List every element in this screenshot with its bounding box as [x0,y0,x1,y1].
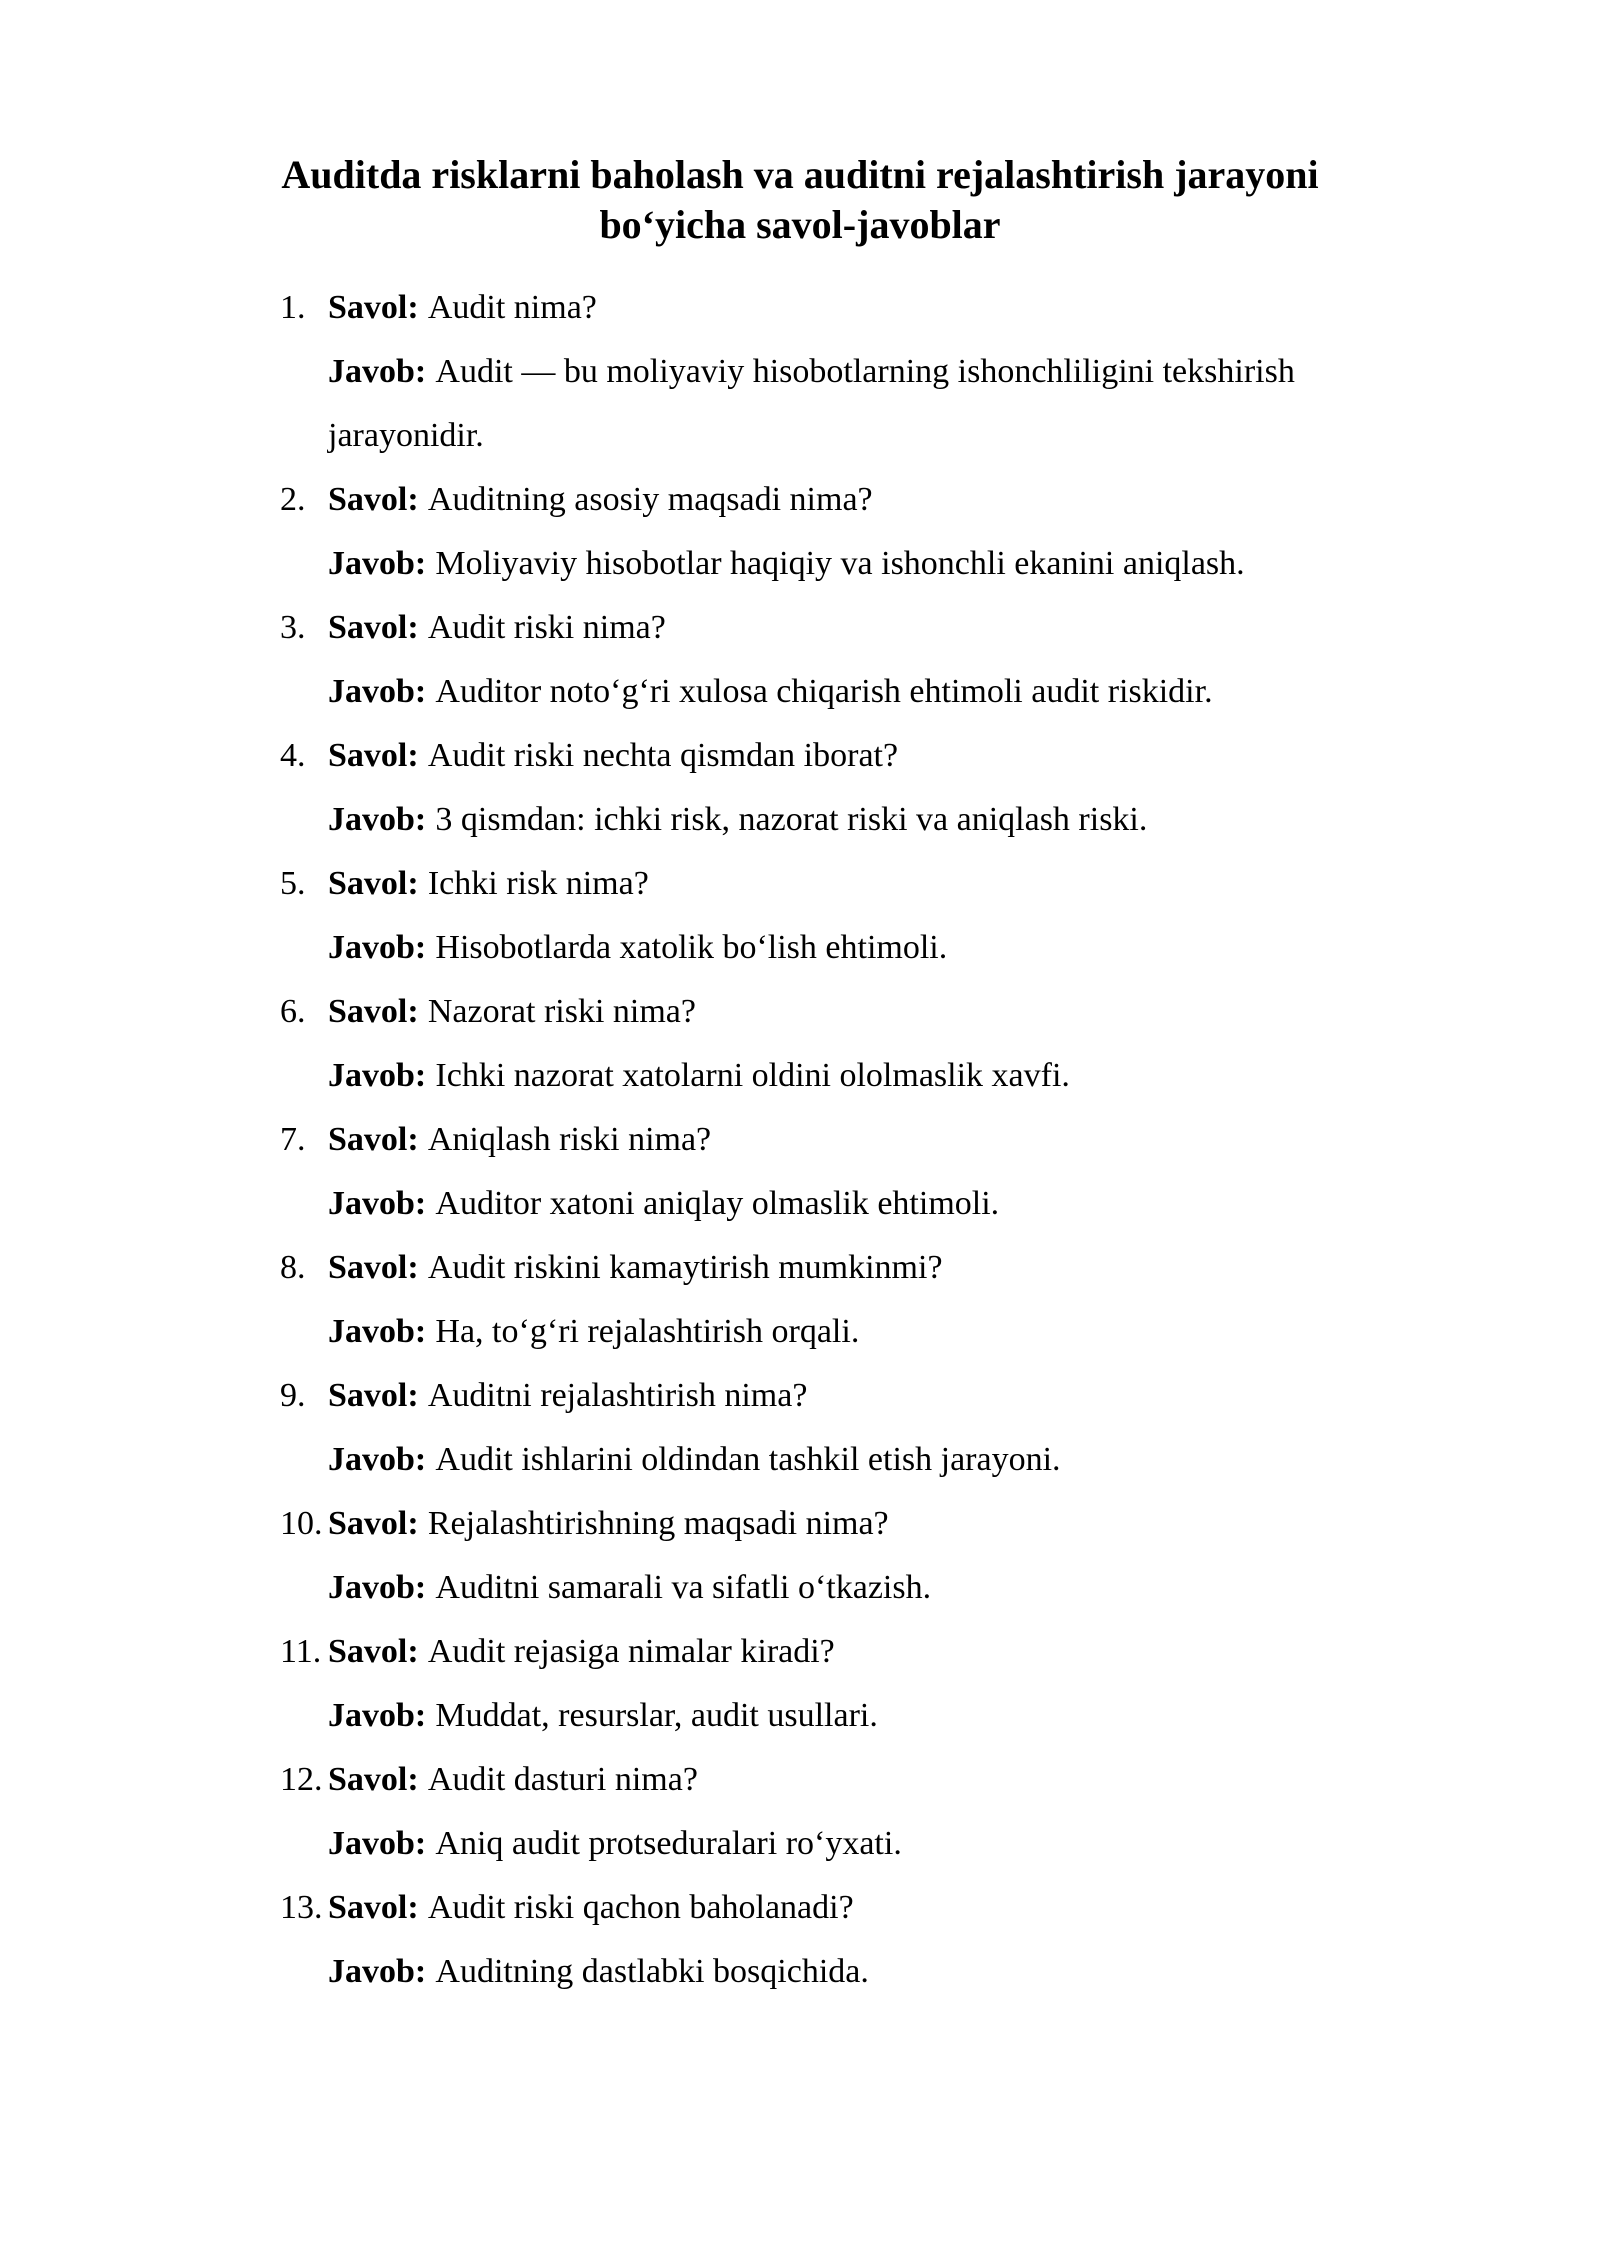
answer-line [328,1556,1400,1620]
answer-text: Audit ishlarini oldindan tashkil etish jarayoni. [435,1441,1061,1478]
question-text: Audit riskini kamaytirish mumkinmi? [427,1249,943,1286]
javob-label: Javob: [328,1313,427,1350]
answer-line [328,788,1400,852]
question-line [280,276,1400,340]
question-line [280,1492,1400,1556]
question-line [280,1748,1400,1812]
question-text: Auditni rejalashtirish nima? [427,1377,808,1414]
qa-item [280,276,1400,468]
qa-item [280,1236,1400,1364]
question-line [280,980,1400,1044]
answer-line [328,1300,1400,1364]
answer-text: Hisobotlarda xatolik bo‘lish ehtimoli. [435,929,948,966]
item-number: 8. [280,1249,306,1286]
javob-label: Javob: [328,545,427,582]
document-title [0,0,1600,250]
item-number: 1. [280,289,306,326]
question-text: Audit riski nima? [427,609,666,646]
document-title-line1: Auditda risklarni baholash va auditni rejalashtirish jarayoni [281,152,1319,197]
question-text: Aniqlash riski nima? [427,1121,712,1158]
savol-label: Savol: [328,737,419,774]
javob-label: Javob: [328,353,427,390]
item-number: 5. [280,865,306,902]
javob-label: Javob: [328,1697,427,1734]
javob-label: Javob: [328,801,427,838]
javob-label: Javob: [328,1185,427,1222]
question-text: Audit dasturi nima? [427,1761,698,1798]
savol-label: Savol: [328,1889,419,1926]
question-text: Rejalashtirishning maqsadi nima? [427,1505,889,1542]
question-line [280,1364,1400,1428]
answer-line [328,532,1400,596]
answer-text: Auditning dastlabki bosqichida. [435,1953,869,1990]
item-number: 11. [280,1633,322,1670]
answer-line [328,1684,1400,1748]
savol-label: Savol: [328,481,419,518]
answer-text: Ichki nazorat xatolarni oldini ololmaslik xavfi. [435,1057,1070,1094]
answer-line [328,916,1400,980]
answer-text: Audit — bu moliyaviy hisobotlarning ishonchliligini tekshirish jarayonidir. [328,353,1295,454]
answer-line [328,1428,1400,1492]
answer-text: Moliyaviy hisobotlar haqiqiy va ishonchli ekanini aniqlash. [435,545,1245,582]
qa-item [280,596,1400,724]
answer-line [328,1172,1400,1236]
qa-item [280,980,1400,1108]
answer-text: 3 qismdan: ichki risk, nazorat riski va aniqlash riski. [435,801,1148,838]
question-text: Ichki risk nima? [427,865,649,902]
question-line [280,1108,1400,1172]
answer-line [328,1940,1400,2004]
document-title-line2: bo‘yicha savol-javoblar [599,202,1001,247]
qa-item [280,468,1400,596]
answer-text: Ha, to‘g‘ri rejalashtirish orqali. [435,1313,860,1350]
item-number: 3. [280,609,306,646]
savol-label: Savol: [328,609,419,646]
question-line [280,724,1400,788]
question-line [280,1876,1400,1940]
javob-label: Javob: [328,929,427,966]
answer-line [328,1812,1400,1876]
answer-text: Auditor noto‘g‘ri xulosa chiqarish ehtimoli audit riskidir. [435,673,1213,710]
question-text: Nazorat riski nima? [427,993,696,1030]
item-number: 13. [280,1889,323,1926]
qa-item [280,1876,1400,2004]
savol-label: Savol: [328,289,419,326]
savol-label: Savol: [328,1377,419,1414]
savol-label: Savol: [328,1121,419,1158]
answer-line [328,340,1400,468]
answer-text: Auditni samarali va sifatli o‘tkazish. [435,1569,932,1606]
qa-item [280,724,1400,852]
qa-item [280,1108,1400,1236]
savol-label: Savol: [328,1761,419,1798]
qa-list [0,276,1600,2004]
question-line [280,596,1400,660]
javob-label: Javob: [328,1953,427,1990]
savol-label: Savol: [328,993,419,1030]
question-text: Audit rejasiga nimalar kiradi? [427,1633,835,1670]
javob-label: Javob: [328,673,427,710]
answer-line [328,660,1400,724]
answer-text: Aniq audit protseduralari ro‘yxati. [435,1825,902,1862]
javob-label: Javob: [328,1825,427,1862]
qa-item [280,1748,1400,1876]
question-text: Audit nima? [427,289,597,326]
qa-item [280,1364,1400,1492]
javob-label: Javob: [328,1057,427,1094]
savol-label: Savol: [328,865,419,902]
savol-label: Savol: [328,1249,419,1286]
qa-item [280,852,1400,980]
qa-item [280,1620,1400,1748]
savol-label: Savol: [328,1633,419,1670]
qa-item [280,1492,1400,1620]
question-line [280,1620,1400,1684]
question-line [280,468,1400,532]
question-text: Audit riski nechta qismdan iborat? [427,737,899,774]
answer-text: Muddat, resurslar, audit usullari. [435,1697,878,1734]
question-line [280,1236,1400,1300]
answer-text: Auditor xatoni aniqlay olmaslik ehtimoli. [435,1185,1000,1222]
javob-label: Javob: [328,1569,427,1606]
item-number: 12. [280,1761,323,1798]
javob-label: Javob: [328,1441,427,1478]
item-number: 4. [280,737,306,774]
item-number: 9. [280,1377,306,1414]
item-number: 7. [280,1121,306,1158]
savol-label: Savol: [328,1505,419,1542]
question-text: Auditning asosiy maqsadi nima? [427,481,873,518]
question-line [280,852,1400,916]
question-text: Audit riski qachon baholanadi? [427,1889,854,1926]
answer-line [328,1044,1400,1108]
item-number: 6. [280,993,306,1030]
item-number: 2. [280,481,306,518]
item-number: 10. [280,1505,323,1542]
